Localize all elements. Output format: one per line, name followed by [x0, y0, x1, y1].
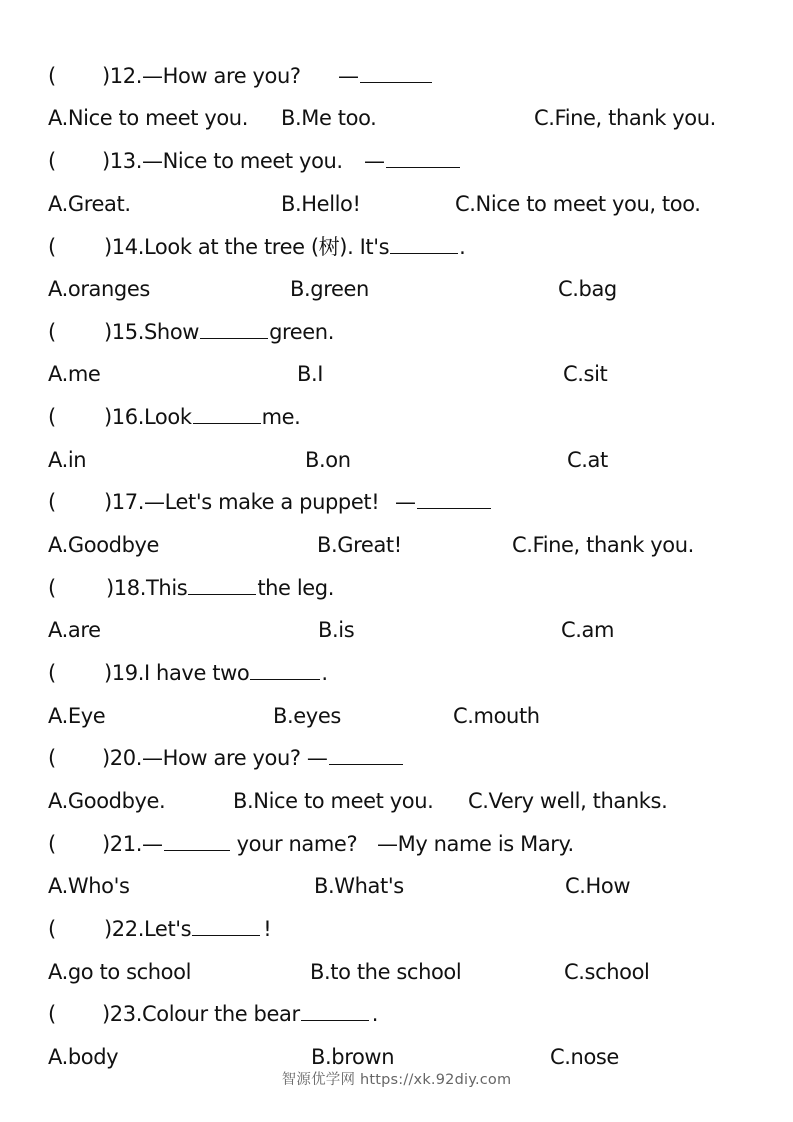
answer-paren: (: [48, 661, 56, 685]
question-21-options: [0, 871, 793, 901]
option-b: B.to the school: [310, 960, 462, 984]
question-text: .: [371, 1002, 378, 1026]
footer-watermark: 智源优学网 https://xk.92diy.com: [281, 1072, 512, 1088]
answer-paren: (: [48, 917, 56, 941]
answer-blank: [193, 403, 261, 424]
option-a: A.oranges: [48, 277, 150, 301]
option-a: A.Eye: [48, 704, 106, 728]
question-text: )12.—How are you?: [102, 64, 301, 88]
question-16-options: [0, 445, 793, 475]
option-c: C.How: [565, 874, 631, 898]
answer-blank: [390, 233, 458, 254]
question-text: your name?: [236, 832, 358, 856]
answer-blank: [417, 488, 491, 509]
answer-paren: (: [48, 1002, 56, 1026]
option-b: B.green: [290, 277, 369, 301]
question-text: —My name is Mary.: [377, 832, 574, 856]
question-17-options: [0, 530, 793, 560]
option-c: C.mouth: [453, 704, 540, 728]
option-c: C.Fine, thank you.: [534, 106, 716, 130]
question-20-stem: [0, 743, 793, 773]
option-a: A.go to school: [48, 960, 192, 984]
question-14-stem: [0, 232, 793, 262]
option-a: A.in: [48, 448, 87, 472]
question-text: )22.Let's: [104, 917, 192, 941]
option-b: B.What's: [314, 874, 404, 898]
question-text: )13.—Nice to meet you.: [102, 149, 343, 173]
option-a: A.Who's: [48, 874, 130, 898]
option-b: B.Me too.: [281, 106, 377, 130]
option-c: C.school: [564, 960, 650, 984]
answer-blank: [386, 147, 460, 168]
question-text: )19.I have two: [104, 661, 250, 685]
answer-paren: (: [48, 405, 56, 429]
question-23-stem: [0, 999, 793, 1029]
option-c: C.bag: [558, 277, 617, 301]
answer-blank: [329, 744, 403, 765]
question-19-options: [0, 701, 793, 731]
option-b: B.I: [297, 362, 324, 386]
answer-blank: [188, 574, 256, 595]
answer-paren: (: [48, 149, 56, 173]
question-text: .: [459, 235, 466, 259]
answer-paren: (: [48, 832, 56, 856]
answer-paren: (: [48, 490, 56, 514]
question-text: —: [395, 490, 416, 514]
option-c: C.Fine, thank you.: [512, 533, 694, 557]
answer-blank: [164, 830, 230, 851]
question-18-stem: [0, 573, 793, 603]
question-19-stem: [0, 658, 793, 688]
question-text: )16.Look: [104, 405, 192, 429]
option-c: C.Very well, thanks.: [468, 789, 668, 813]
answer-paren: (: [48, 64, 56, 88]
question-text: )21.—: [102, 832, 163, 856]
question-text: !: [263, 917, 272, 941]
question-text: )17.—Let's make a puppet!: [104, 490, 380, 514]
question-12-stem: [0, 61, 793, 91]
option-c: C.nose: [550, 1045, 619, 1069]
question-21-stem: [0, 829, 793, 859]
question-13-stem: [0, 146, 793, 176]
question-text: .: [321, 661, 328, 685]
answer-blank: [301, 1000, 369, 1021]
question-text: —: [338, 64, 359, 88]
option-a: A.Great.: [48, 192, 131, 216]
question-text: )18.This: [106, 576, 188, 600]
question-text: )23.Colour the bear: [102, 1002, 300, 1026]
answer-paren: (: [48, 746, 56, 770]
answer-blank: [192, 915, 260, 936]
question-15-stem: [0, 317, 793, 347]
option-c: C.at: [567, 448, 608, 472]
question-14-options: [0, 274, 793, 304]
option-b: B.Nice to meet you.: [233, 789, 434, 813]
question-17-stem: [0, 487, 793, 517]
question-text: green.: [269, 320, 334, 344]
option-c: C.sit: [563, 362, 608, 386]
question-18-options: [0, 615, 793, 645]
option-a: A.body: [48, 1045, 119, 1069]
answer-paren: (: [48, 320, 56, 344]
question-13-options: [0, 189, 793, 219]
option-b: B.is: [318, 618, 355, 642]
option-a: A.Goodbye.: [48, 789, 166, 813]
option-a: A.Goodbye: [48, 533, 160, 557]
answer-blank: [360, 62, 432, 83]
question-text: )20.—How are you? —: [102, 746, 328, 770]
answer-blank: [200, 318, 268, 339]
question-16-stem: [0, 402, 793, 432]
answer-blank: [250, 659, 320, 680]
question-text: the leg.: [257, 576, 335, 600]
option-c: C.am: [561, 618, 615, 642]
question-20-options: [0, 786, 793, 816]
answer-paren: (: [48, 235, 56, 259]
option-a: A.me: [48, 362, 101, 386]
option-c: C.Nice to meet you, too.: [455, 192, 701, 216]
question-22-stem: [0, 914, 793, 944]
option-b: B.Great!: [317, 533, 402, 557]
option-b: B.Hello!: [281, 192, 361, 216]
option-a: A.are: [48, 618, 101, 642]
option-b: B.on: [305, 448, 351, 472]
answer-paren: (: [48, 576, 56, 600]
question-15-options: [0, 359, 793, 389]
question-22-options: [0, 957, 793, 987]
question-text: —: [364, 149, 385, 173]
option-b: B.eyes: [273, 704, 341, 728]
question-text: me.: [261, 405, 301, 429]
question-text: )15.Show: [104, 320, 200, 344]
option-a: A.Nice to meet you.: [48, 106, 248, 130]
question-12-options: [0, 103, 793, 133]
question-text: )14.Look at the tree (树). It's: [104, 235, 390, 259]
option-b: B.brown: [311, 1045, 395, 1069]
